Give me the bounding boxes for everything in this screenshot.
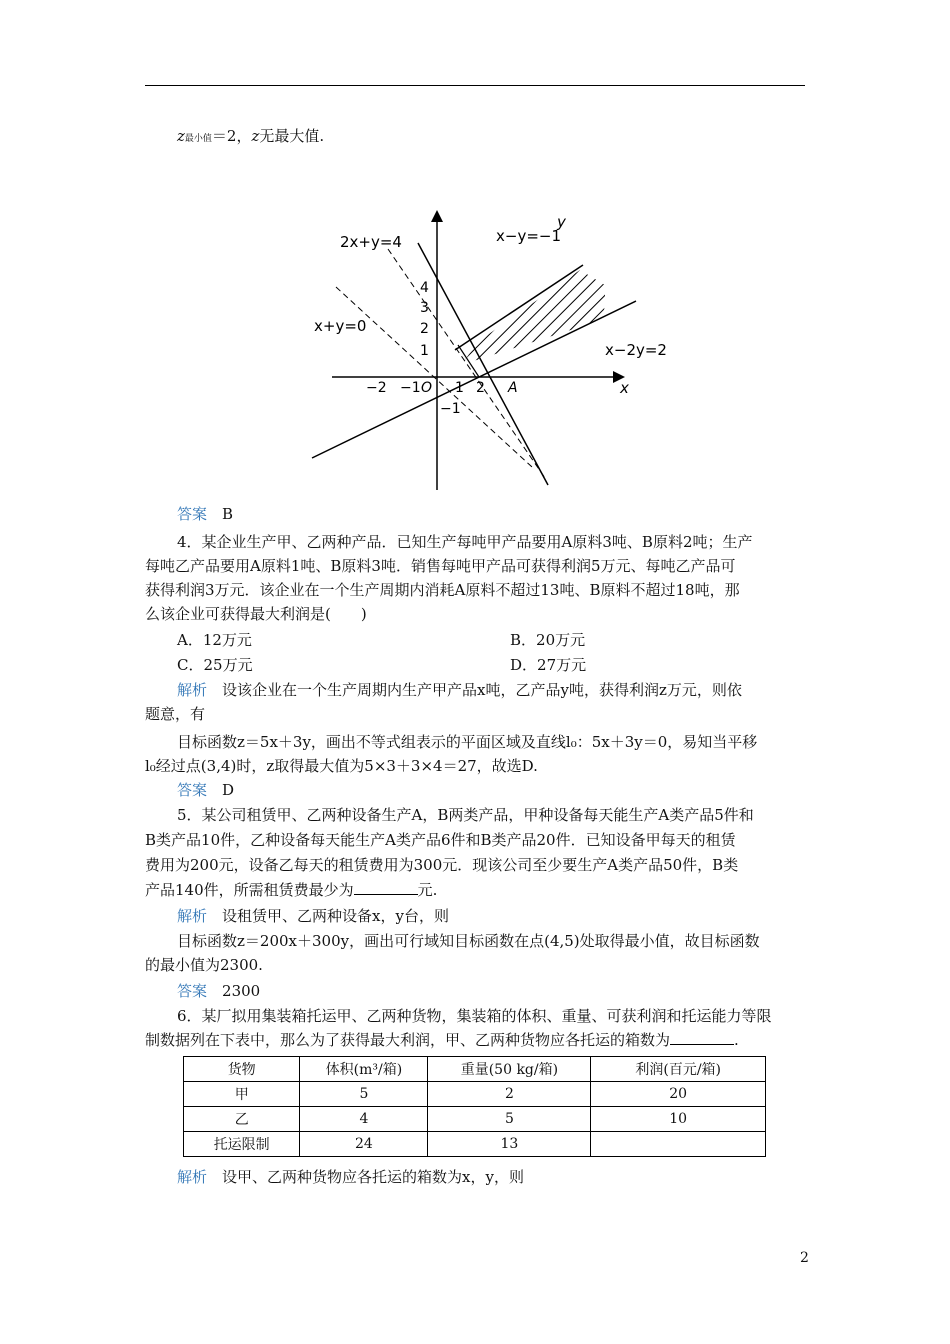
table-cell: 5 bbox=[300, 1082, 428, 1107]
solution-5-line-2: 目标函数z＝200x＋300y，画出可行域知目标函数在点(4,5)处取得最小值，故目标函数 bbox=[177, 932, 760, 950]
table-header: 重量(50 kg/箱) bbox=[428, 1057, 591, 1082]
question-5-line-1: 5．某公司租赁甲、乙两种设备生产A，B两类产品，甲种设备每天能生产A类产品5件和 bbox=[177, 806, 754, 824]
table-row bbox=[184, 1107, 766, 1132]
solution-4-line-3: 目标函数z＝5x＋3y，画出不等式组表示的平面区域及直线l₀：5x＋3y＝0，易知当平移 bbox=[177, 733, 758, 751]
table-cell: 10 bbox=[591, 1107, 766, 1132]
question-5-line-3: 费用为200元，设备乙每天的租赁费用为300元．现该公司至少要生产A类产品50件，B类 bbox=[145, 856, 739, 874]
option-d: D．27万元 bbox=[510, 656, 587, 674]
table-cell: 5 bbox=[428, 1107, 591, 1132]
table-header: 利润(百元/箱) bbox=[591, 1057, 766, 1082]
answer-blank-6 bbox=[670, 1030, 734, 1045]
svg-text:2: 2 bbox=[420, 321, 429, 337]
option-c: C．25万元 bbox=[177, 656, 253, 674]
svg-text:−1: −1 bbox=[440, 401, 461, 417]
header-rule bbox=[145, 85, 805, 86]
answer-5: 答案 2300 bbox=[177, 982, 261, 1000]
svg-text:1: 1 bbox=[420, 343, 429, 359]
page-number: 2 bbox=[800, 1250, 809, 1266]
option-b: B．20万元 bbox=[510, 631, 586, 649]
table-row bbox=[184, 1082, 766, 1107]
svg-text:3: 3 bbox=[420, 300, 429, 316]
solution-4-line-1: 解析 设该企业在一个生产周期内生产甲产品x吨，乙产品y吨，获得利润z万元，则依 bbox=[177, 681, 742, 699]
svg-text:x−y=−1: x−y=−1 bbox=[496, 227, 562, 245]
svg-text:2x+y=4: 2x+y=4 bbox=[340, 233, 402, 251]
question-6-line-2: 制数据列在下表中，那么为了获得最大利润，甲、乙两种货物应各托运的箱数为 . bbox=[145, 1031, 739, 1049]
svg-text:4: 4 bbox=[420, 280, 429, 296]
question-4-line-1: 4．某企业生产甲、乙两种产品．已知生产每吨甲产品要用A原料3吨、B原料2吨；生产 bbox=[177, 533, 753, 551]
table-cell: 托运限制 bbox=[184, 1132, 300, 1157]
svg-text:−2: −2 bbox=[366, 380, 387, 396]
option-a: A．12万元 bbox=[177, 631, 252, 649]
solution-4-line-4: l₀经过点(3,4)时，z取得最大值为5×3＋3×4＝27，故选D. bbox=[145, 757, 538, 775]
question-6-line-1: 6．某厂拟用集装箱托运甲、乙两种货物，集装箱的体积、重量、可获利润和托运能力等限 bbox=[177, 1007, 772, 1025]
cargo-table bbox=[183, 1056, 766, 1157]
answer-3: 答案 B bbox=[177, 505, 234, 523]
solution-6-line-1: 解析 设甲、乙两种货物应各托运的箱数为x，y，则 bbox=[177, 1168, 524, 1186]
question-4-line-4: 么该企业可获得最大利润是( ) bbox=[145, 605, 367, 623]
svg-text:x: x bbox=[620, 379, 629, 397]
svg-text:y: y bbox=[557, 213, 566, 231]
svg-text:A: A bbox=[508, 380, 518, 396]
table-cell: 甲 bbox=[184, 1082, 300, 1107]
table-cell bbox=[591, 1132, 766, 1157]
table-cell: 20 bbox=[591, 1082, 766, 1107]
table-header: 货物 bbox=[184, 1057, 300, 1082]
svg-text:2: 2 bbox=[476, 380, 485, 396]
question-5-line-2: B类产品10件，乙种设备每天能生产A类产品6件和B类产品20件．已知设备甲每天的租赁 bbox=[145, 831, 736, 849]
question-5-line-4: 产品140件，所需租赁费最少为 元. bbox=[145, 881, 438, 899]
question-4-line-2: 每吨乙产品要用A原料1吨、B原料3吨．销售每吨甲产品可获得利润5万元、每吨乙产品可 bbox=[145, 557, 736, 575]
table-cell: 2 bbox=[428, 1082, 591, 1107]
svg-text:O: O bbox=[421, 380, 433, 396]
table-header-row bbox=[184, 1057, 766, 1082]
solution-5-line-1: 解析 设租赁甲、乙两种设备x，y台，则 bbox=[177, 907, 449, 925]
table-cell: 13 bbox=[428, 1132, 591, 1157]
question-4-line-3: 获得利润3万元．该企业在一个生产周期内消耗A原料不超过13吨、B原料不超过18吨，那 bbox=[145, 581, 740, 599]
solution-4-line-2: 题意，有 bbox=[145, 705, 206, 723]
table-row bbox=[184, 1132, 766, 1157]
linear-programming-graph bbox=[300, 205, 667, 495]
table-cell: 24 bbox=[300, 1132, 428, 1157]
answer-blank-5 bbox=[354, 880, 418, 895]
solution-5-line-3: 的最小值为2300. bbox=[145, 956, 263, 974]
dashed-objective-line bbox=[388, 249, 545, 478]
svg-text:x−2y=2: x−2y=2 bbox=[605, 341, 667, 359]
table-cell: 乙 bbox=[184, 1107, 300, 1132]
previous-answer-line: z最小值＝2，z无最大值. bbox=[177, 127, 325, 145]
table-header: 体积(m³/箱) bbox=[300, 1057, 428, 1082]
svg-text:−1: −1 bbox=[400, 380, 421, 396]
table-cell: 4 bbox=[300, 1107, 428, 1132]
svg-text:x+y=0: x+y=0 bbox=[314, 317, 367, 335]
answer-4: 答案 D bbox=[177, 781, 235, 799]
svg-text:1: 1 bbox=[455, 380, 464, 396]
